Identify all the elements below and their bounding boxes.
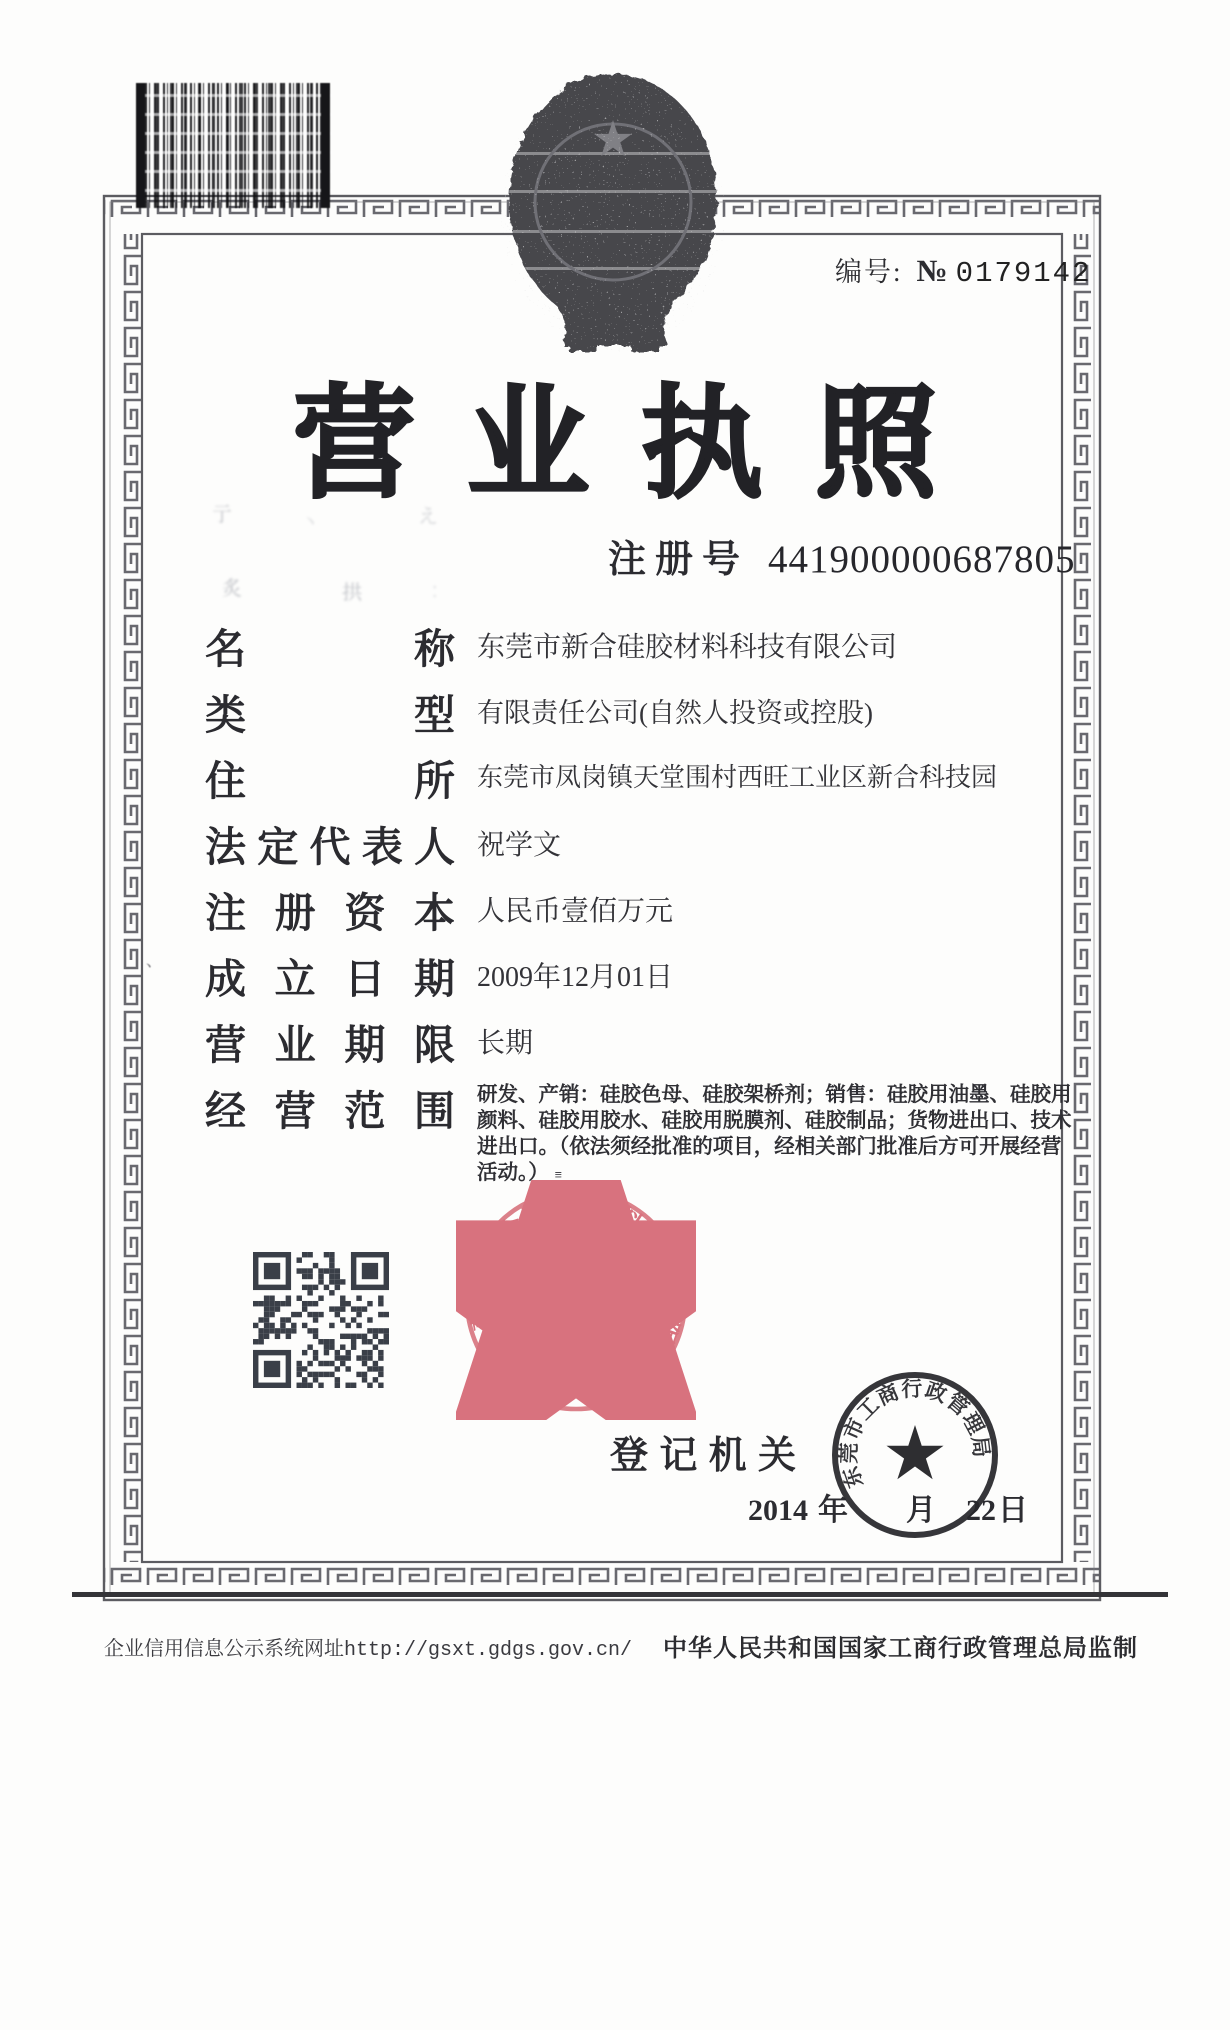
serial-line: [835, 250, 1092, 290]
authority-seal: [828, 1368, 1002, 1542]
field-value: 东莞市新合硅胶材料科技有限公司: [477, 632, 898, 663]
serial-number: 0179142: [955, 257, 1092, 290]
issue-month-unit: 月: [906, 1494, 936, 1527]
national-emblem: [493, 62, 733, 354]
scope-line: 进出口。（依法须经批准的项目，经相关部门批准后方可开展经营: [477, 1136, 1062, 1158]
field-label: 营 业 期 限: [205, 1022, 455, 1068]
field-value: 东莞市凤岗镇天堂围村西旺工业区新合科技园: [477, 763, 998, 792]
qr-code: [253, 1252, 389, 1388]
field-label: 成 立 日 期: [205, 956, 455, 1002]
field-row-term: [205, 1012, 533, 1071]
field-label: 法 定 代 表 人: [205, 824, 455, 870]
scan-smudge: 亍: [212, 504, 232, 526]
footer-public-system-url: 企业信用信息公示系统网址http://gsxt.gdgs.gov.cn/: [104, 1639, 633, 1662]
authority-seal-text: 东莞市工商行政管理局: [836, 1376, 994, 1492]
field-label: 名 称: [205, 626, 455, 672]
field-value-scope: [477, 1082, 1072, 1188]
field-row-type: [205, 682, 873, 741]
scan-smudge: 炙: [222, 578, 242, 600]
field-label: 住 所: [205, 758, 455, 804]
scope-line-text: 活动。）: [477, 1162, 549, 1184]
field-value: 有限责任公司(自然人投资或控股): [477, 698, 873, 728]
field-value: 祝学文: [477, 830, 562, 861]
field-label: 类 型: [205, 692, 455, 738]
field-row-legal-rep: [205, 814, 561, 873]
company-seal: [456, 1180, 696, 1420]
field-value: 2009年12月01日: [477, 962, 674, 993]
field-row-established: [205, 946, 673, 1005]
issue-day: 22: [966, 1494, 996, 1527]
scan-smudge: 丶: [300, 512, 320, 534]
field-value: 人民币壹佰万元: [477, 896, 674, 927]
scan-smudge: え: [418, 506, 438, 528]
scan-smudge: 、: [146, 953, 163, 970]
issue-year: 2014: [748, 1494, 808, 1527]
registration-label: 注 册 号: [608, 539, 740, 581]
scan-smudge: 拱: [342, 582, 362, 604]
footer-authority-imprint: 中华人民共和国国家工商行政管理总局监制: [663, 1636, 1138, 1662]
field-row-scope: [205, 1078, 1072, 1188]
registration-number: 441900000687805: [768, 538, 1076, 581]
field-value: 长期: [477, 1028, 534, 1059]
scope-line: 研发、产销：硅胶色母、硅胶架桥剂；销售：硅胶用油墨、硅胶用: [477, 1084, 1072, 1106]
issue-year-unit: 年: [818, 1494, 848, 1527]
company-seal-text: 东莞市新合硅胶材料科技有限公司: [465, 1189, 687, 1401]
scope-line: 颜料、硅胶用胶水、硅胶用脱膜剂、硅胶制品；货物进出口、技术: [477, 1110, 1072, 1132]
field-label: 注 册 资 本: [205, 890, 455, 936]
field-row-name: [205, 616, 897, 675]
license-title: 营业执照: [293, 376, 989, 512]
issue-day-unit: 日: [998, 1494, 1028, 1527]
field-row-capital: [205, 880, 673, 939]
barcode: [136, 83, 332, 208]
registration-line: [608, 528, 1076, 583]
scan-smudge: :: [432, 580, 438, 602]
divider-line: [72, 1592, 1168, 1597]
field-label: 经 营 范 围: [205, 1088, 455, 1134]
scope-trailing-mark: ≡: [554, 1167, 561, 1182]
field-row-address: [205, 748, 997, 807]
serial-prefix: 编号:: [835, 257, 903, 287]
numero-symbol: №: [916, 253, 948, 288]
registrar-label: 登 记 机 关: [610, 1435, 796, 1477]
